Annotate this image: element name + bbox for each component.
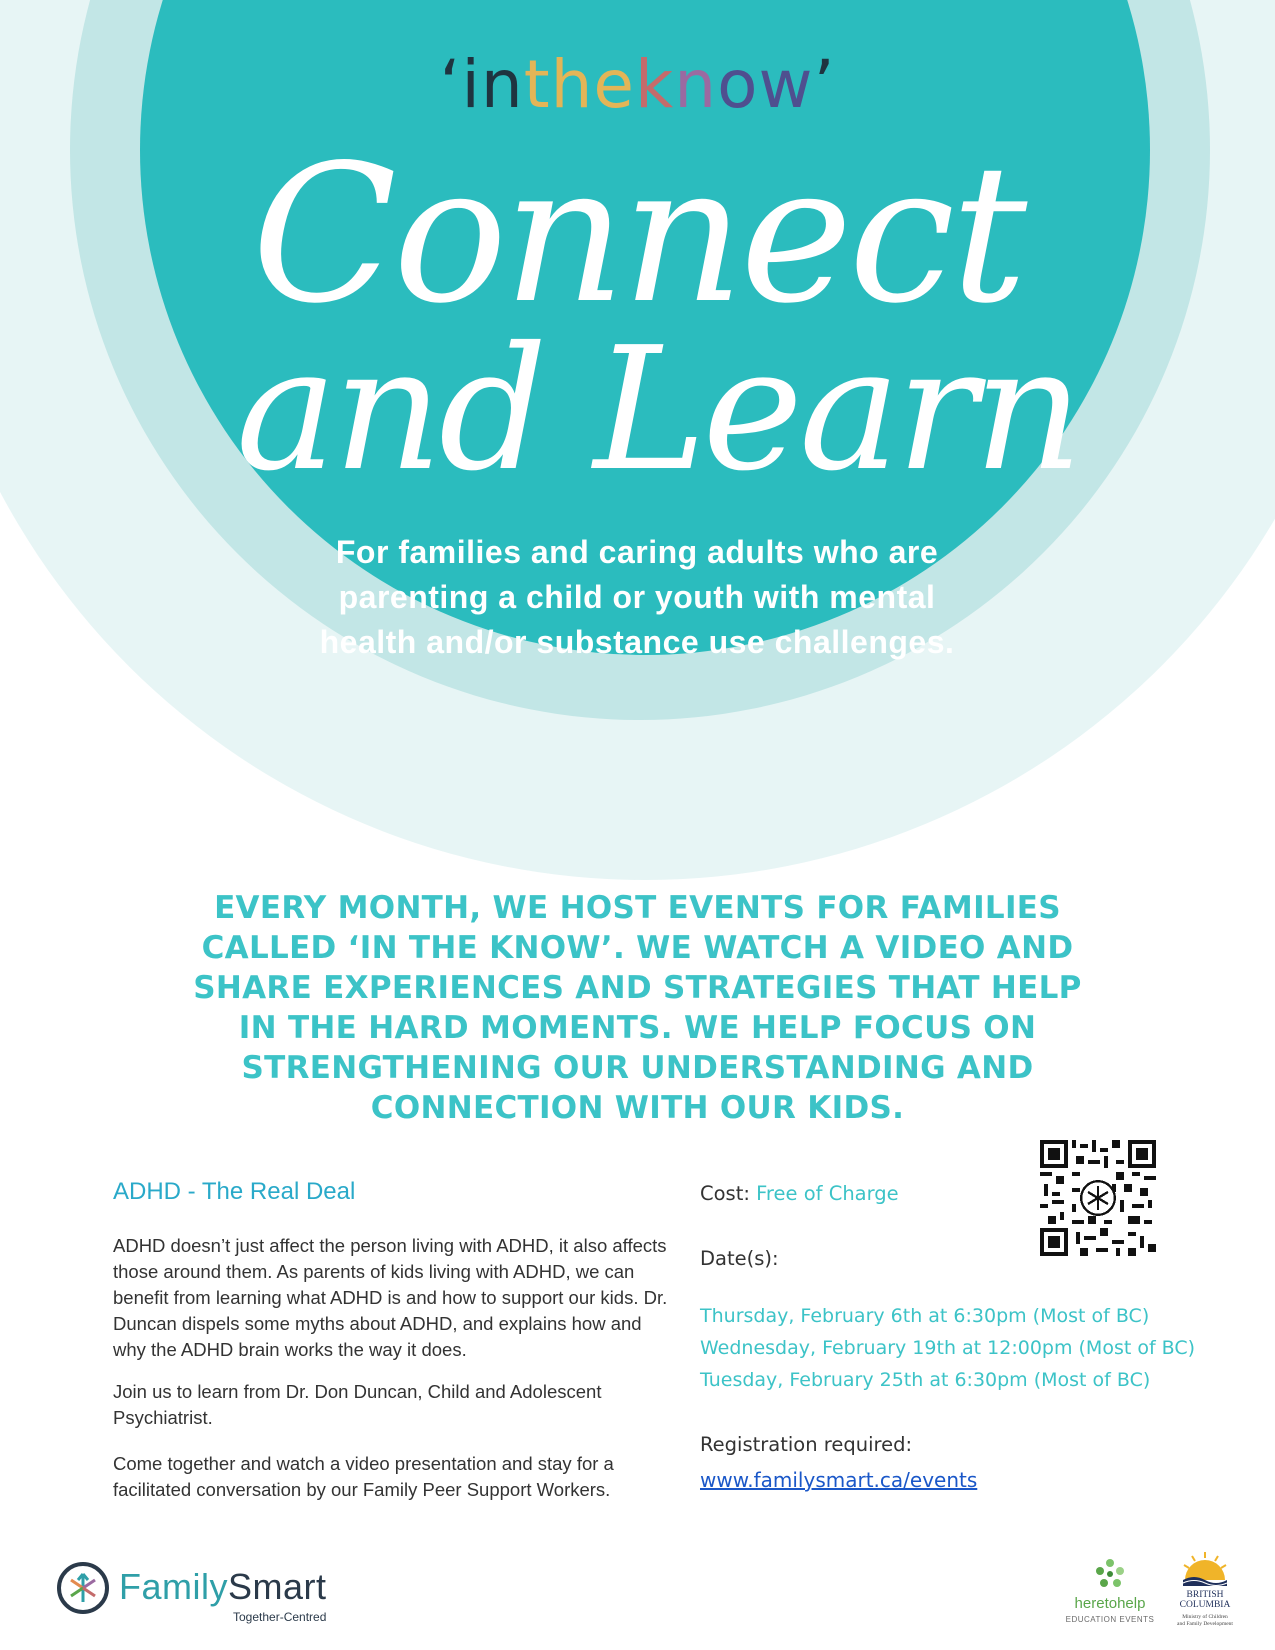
bc-ministry-line-2: and Family Development <box>1177 1620 1233 1627</box>
date-item: Thursday, February 6th at 6:30pm (Most of BC) <box>700 1305 1150 1327</box>
heretohelp-tagline: EDUCATION EVENTS <box>1065 1615 1155 1624</box>
bc-sun-logo-icon <box>1180 1550 1230 1588</box>
brand-wordmark <box>0 46 1275 123</box>
heretohelp-logo <box>1055 1555 1165 1635</box>
familysmart-tagline: Together-Centred <box>233 1610 327 1624</box>
event-description-paragraph: Join us to learn from Dr. Don Duncan, Child and Adolescent Psychiatrist. <box>113 1381 602 1428</box>
headline-line-2: and Learn <box>235 311 1080 509</box>
registration-label: Registration required: <box>700 1433 913 1456</box>
bc-wordmark <box>1168 1590 1242 1610</box>
announcement-text: EVERY MONTH, WE HOST EVENTS FOR FAMILIES CALLED ‘IN THE KNOW’. WE WATCH A VIDEO AND SHARE EXPERIENCES AND STRATEGIES THAT HELP IN THE HARD MOMENTS. WE HELP FOCUS ON STRENGTHENING OUR UNDERSTANDING AND CONNECTION WITH OUR KIDS. <box>193 890 1082 1126</box>
heretohelp-logo-icon <box>1090 1555 1130 1595</box>
brand-part: in <box>461 46 524 123</box>
brand-part: k <box>635 46 675 123</box>
dates-label: Date(s): <box>700 1247 779 1270</box>
brand-part: ow <box>717 46 814 123</box>
headline-line-1: Connect <box>251 124 1024 345</box>
familysmart-wordmark <box>119 1566 327 1608</box>
familysmart-logo <box>55 1560 355 1630</box>
bc-ministry-line-1: Ministry of Children <box>1182 1614 1228 1620</box>
event-title: ADHD - The Real Deal <box>113 1178 356 1205</box>
familysmart-name-part1: Family <box>119 1566 228 1607</box>
cost-value: Free of Charge <box>756 1182 899 1205</box>
qr-code-icon[interactable] <box>1040 1140 1156 1256</box>
event-description-paragraph: Come together and watch a video presentation and stay for a facilitated conversation by our Family Peer Support Workers. <box>113 1453 614 1500</box>
cost-row <box>700 1182 899 1205</box>
bc-name-line-1: BRITISH <box>1186 1590 1224 1600</box>
brand-part: the <box>523 46 636 123</box>
cost-label: Cost: <box>700 1182 750 1205</box>
bc-name-line-2: COLUMBIA <box>1179 1600 1231 1610</box>
familysmart-name-part2: Smart <box>228 1566 327 1607</box>
brand-quote-open: ‘ <box>439 46 462 123</box>
date-item: Wednesday, February 19th at 12:00pm (Most of BC) <box>700 1337 1196 1359</box>
subtitle: For families and caring adults who are parenting a child or youth with mental health and/or substance use challenges. <box>319 534 955 660</box>
date-item: Tuesday, February 25th at 6:30pm (Most of BC) <box>700 1369 1151 1391</box>
brand-part: n <box>674 46 718 123</box>
brand-quote-close: ’ <box>813 46 836 123</box>
event-description-paragraph: ADHD doesn’t just affect the person living with ADHD, it also affects those around them. As parents of kids living with ADHD, we can benefit from learning what ADHD is and how to support our kids. Dr. Duncan dispels some myths about ADHD, and explains how and why the ADHD brain works the way it does. <box>113 1235 668 1360</box>
bc-ministry <box>1168 1614 1242 1627</box>
heretohelp-wordmark: heretohelp <box>1074 1595 1146 1612</box>
registration-link[interactable]: www.familysmart.ca/events <box>700 1468 978 1492</box>
bc-government-logo <box>1168 1550 1242 1640</box>
familysmart-logo-icon <box>55 1560 111 1616</box>
